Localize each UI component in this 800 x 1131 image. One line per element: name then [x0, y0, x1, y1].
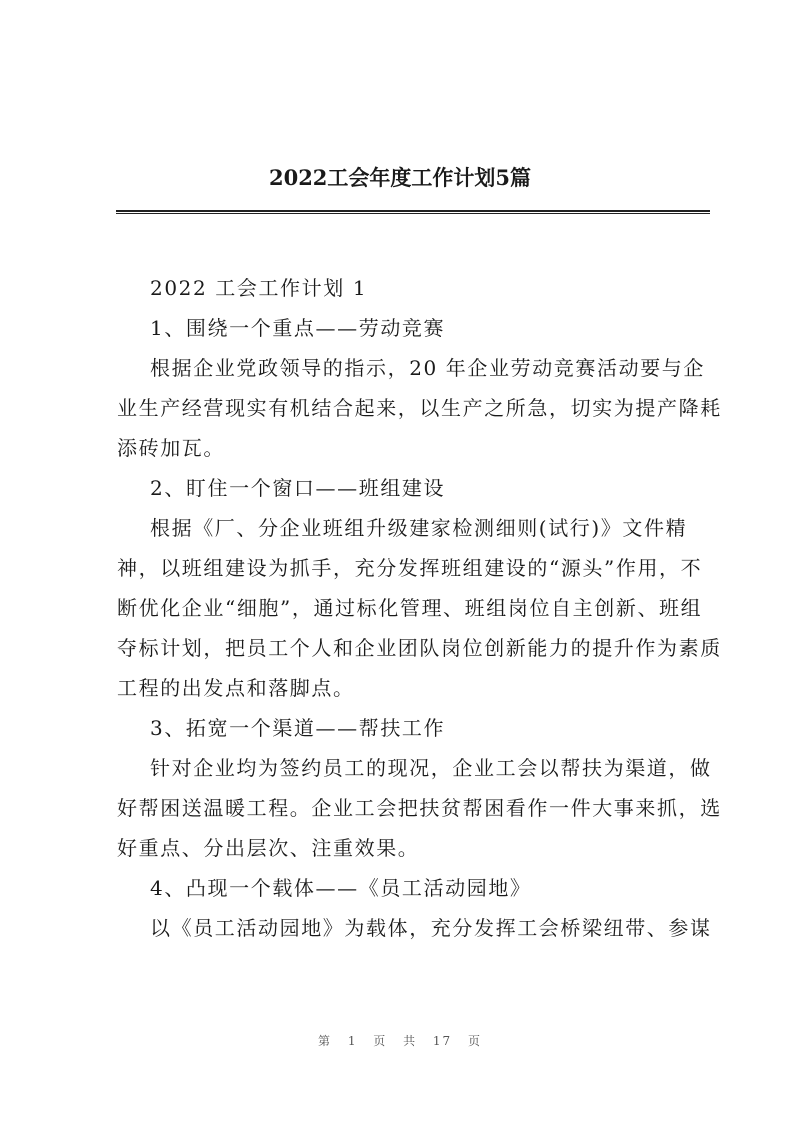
- body-line: 以《员工活动园地》为载体，充分发挥工会桥梁纽带、参谋: [150, 916, 712, 940]
- body-line: 业生产经营现实有机结合起来，以生产之所急，切实为提产降耗: [117, 396, 722, 420]
- title-divider: [116, 210, 710, 214]
- document-title: 2022工会年度工作计划5篇: [268, 165, 532, 190]
- body-line: 根据《厂、分企业班组升级建家检测细则(试行)》文件精: [150, 516, 688, 540]
- body-line: 好帮困送温暖工程。企业工会把扶贫帮困看作一件大事来抓，选: [117, 796, 722, 820]
- body-line: 3、拓宽一个渠道——帮扶工作: [150, 716, 446, 740]
- body-line: 4、凸现一个载体——《员工活动园地》: [150, 876, 532, 900]
- document-body: [117, 268, 722, 948]
- page-footer: 第 1 页 共 17 页: [318, 1034, 482, 1048]
- body-line: 根据企业党政领导的指示，20 年企业劳动竞赛活动要与企: [150, 356, 706, 380]
- body-line: 添砖加瓦。: [117, 436, 225, 460]
- body-line: 神，以班组建设为抓手，充分发挥班组建设的“源头”作用，不: [117, 556, 703, 580]
- body-line: 断优化企业“细胞”，通过标化管理、班组岗位自主创新、班组: [117, 596, 703, 620]
- body-line: 2022 工会工作计划 1: [150, 276, 368, 300]
- body-line: 2、盯住一个窗口——班组建设: [150, 476, 446, 500]
- body-line: 好重点、分出层次、注重效果。: [117, 836, 420, 860]
- body-line: 针对企业均为签约员工的现况，企业工会以帮扶为渠道，做: [150, 756, 712, 780]
- body-line: 夺标计划，把员工个人和企业团队岗位创新能力的提升作为素质: [117, 636, 722, 660]
- body-line: 1、围绕一个重点——劳动竞赛: [150, 316, 446, 340]
- body-line: 工程的出发点和落脚点。: [117, 676, 355, 700]
